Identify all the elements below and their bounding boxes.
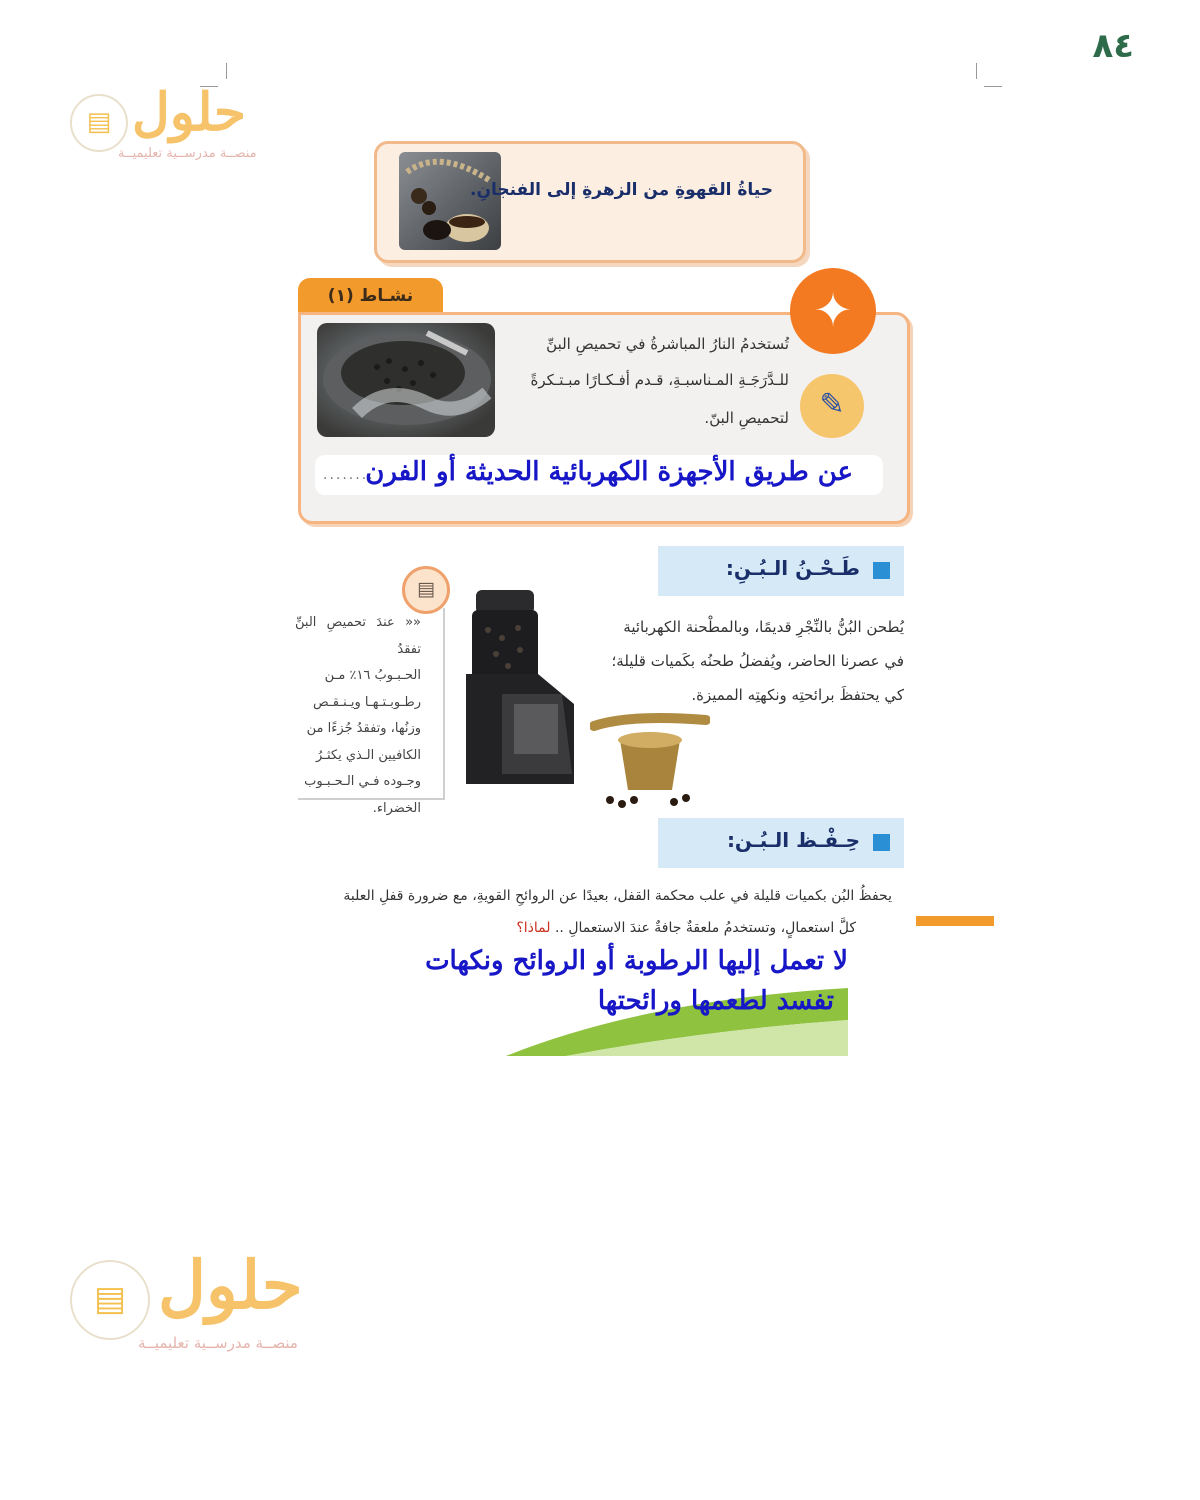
logo-wordmark: حلول xyxy=(132,82,247,143)
storage-line-2-text: كلَّ استعمالٍ، وتستخدمُ ملعقةٌ جافةٌ عندَ الاستعمالِ .. xyxy=(550,920,856,936)
side-note-line: وجـوده فـي الـحـبـوب xyxy=(304,774,421,789)
activity-answer: عن طريق الأجهزة الكهربائية الحديثة أو الفرن xyxy=(365,457,853,487)
logo-wordmark: حلول xyxy=(158,1246,303,1324)
storage-line-2 xyxy=(516,912,856,944)
page-number: ٨٤ xyxy=(1092,26,1134,66)
crop-mark xyxy=(984,86,1002,87)
crop-mark xyxy=(976,63,977,79)
running-person-icon: ✦ xyxy=(790,268,876,354)
paragraph-line: في عصرنا الحاضر، ويُفضلُ طحنُه بكَميات قليلة؛ xyxy=(611,652,904,670)
side-note-line: الكافيين الـذي يكثـرُ xyxy=(315,747,421,763)
activity-line: للـدَّرَجَـةِ المـناسبـةِ، قـدم أفـكـارًا مبـتـكرةً xyxy=(530,371,789,389)
storage-answer-line-1: لا تعمل إليها الرطوبة أو الروائح ونكهات xyxy=(425,946,848,976)
electric-grinder-image xyxy=(462,584,582,784)
paragraph-line: يُطحن البُنُّ بالنِّجْرِ قديمًا، وبالمطْحنة الكهربائية xyxy=(623,618,904,636)
storage-answer-line-2: تفسد لطعمها ورائحتها xyxy=(597,986,834,1016)
grinding-heading: طَـحْـنُ الـبُـنِ: xyxy=(658,546,904,596)
book-icon: ▤ xyxy=(70,94,128,152)
lightbulb-icon: ✎ xyxy=(800,374,864,438)
logo-subtitle: منصــة مدرســية تعليميــة xyxy=(118,146,257,161)
watermark-logo-bottom xyxy=(70,1246,350,1354)
side-note-line: رطـوبـتـهـا ويـنـقـص xyxy=(313,694,421,710)
brass-mortar-image xyxy=(590,700,710,810)
square-bullet-icon xyxy=(873,562,890,579)
roasting-pan-image xyxy=(317,323,495,437)
paragraph-line: كي يحتفظَ برائحتِه ونكهتِه المميزة. xyxy=(691,686,904,704)
side-note xyxy=(295,608,445,816)
watermark-logo-top xyxy=(70,82,260,162)
lesson-banner xyxy=(374,141,806,263)
answer-box[interactable] xyxy=(315,455,883,495)
storage-heading: حِـفْـظ الـبُـن: xyxy=(658,818,904,868)
side-note-line: وزنُها، وتفقدُ جُزءًا من xyxy=(306,721,421,736)
side-note-line: «« عندَ تحميصِ البنِّ تفقدُ xyxy=(295,615,421,657)
orange-strip xyxy=(916,916,994,926)
side-note-line: الحـبـوبُ ١٦٪ مـن xyxy=(324,668,421,683)
book-icon: ▤ xyxy=(70,1260,150,1340)
coffee-cup-image xyxy=(399,152,501,250)
crop-mark xyxy=(226,63,227,79)
activity-tab: نشـاط (١) xyxy=(298,278,443,316)
square-bullet-icon xyxy=(873,834,890,851)
grinding-paragraph xyxy=(612,610,904,712)
side-note-line: الخضراء. xyxy=(372,800,421,816)
logo-subtitle: منصــة مدرســية تعليميــة xyxy=(138,1334,298,1352)
banner-title: حياةُ القهوةِ من الزهرةِ إلى الفنجانِ. xyxy=(470,180,773,200)
storage-line-1: يحفظُ البُن بكميات قليلة في علب محكمة القفل، بعيدًا عن الروائحِ القويةِ، مع ضرورة قفلِ العلبة xyxy=(343,888,892,904)
answer-dots: ........ xyxy=(323,467,375,483)
activity-line: تُستخدمُ النارُ المباشرةُ في تحميصِ البنِّ xyxy=(546,335,789,353)
note-icon: ▤ xyxy=(402,566,450,614)
why-question: لماذا؟ xyxy=(516,920,551,936)
activity-line: لتحميصِ البنّ. xyxy=(704,409,789,427)
